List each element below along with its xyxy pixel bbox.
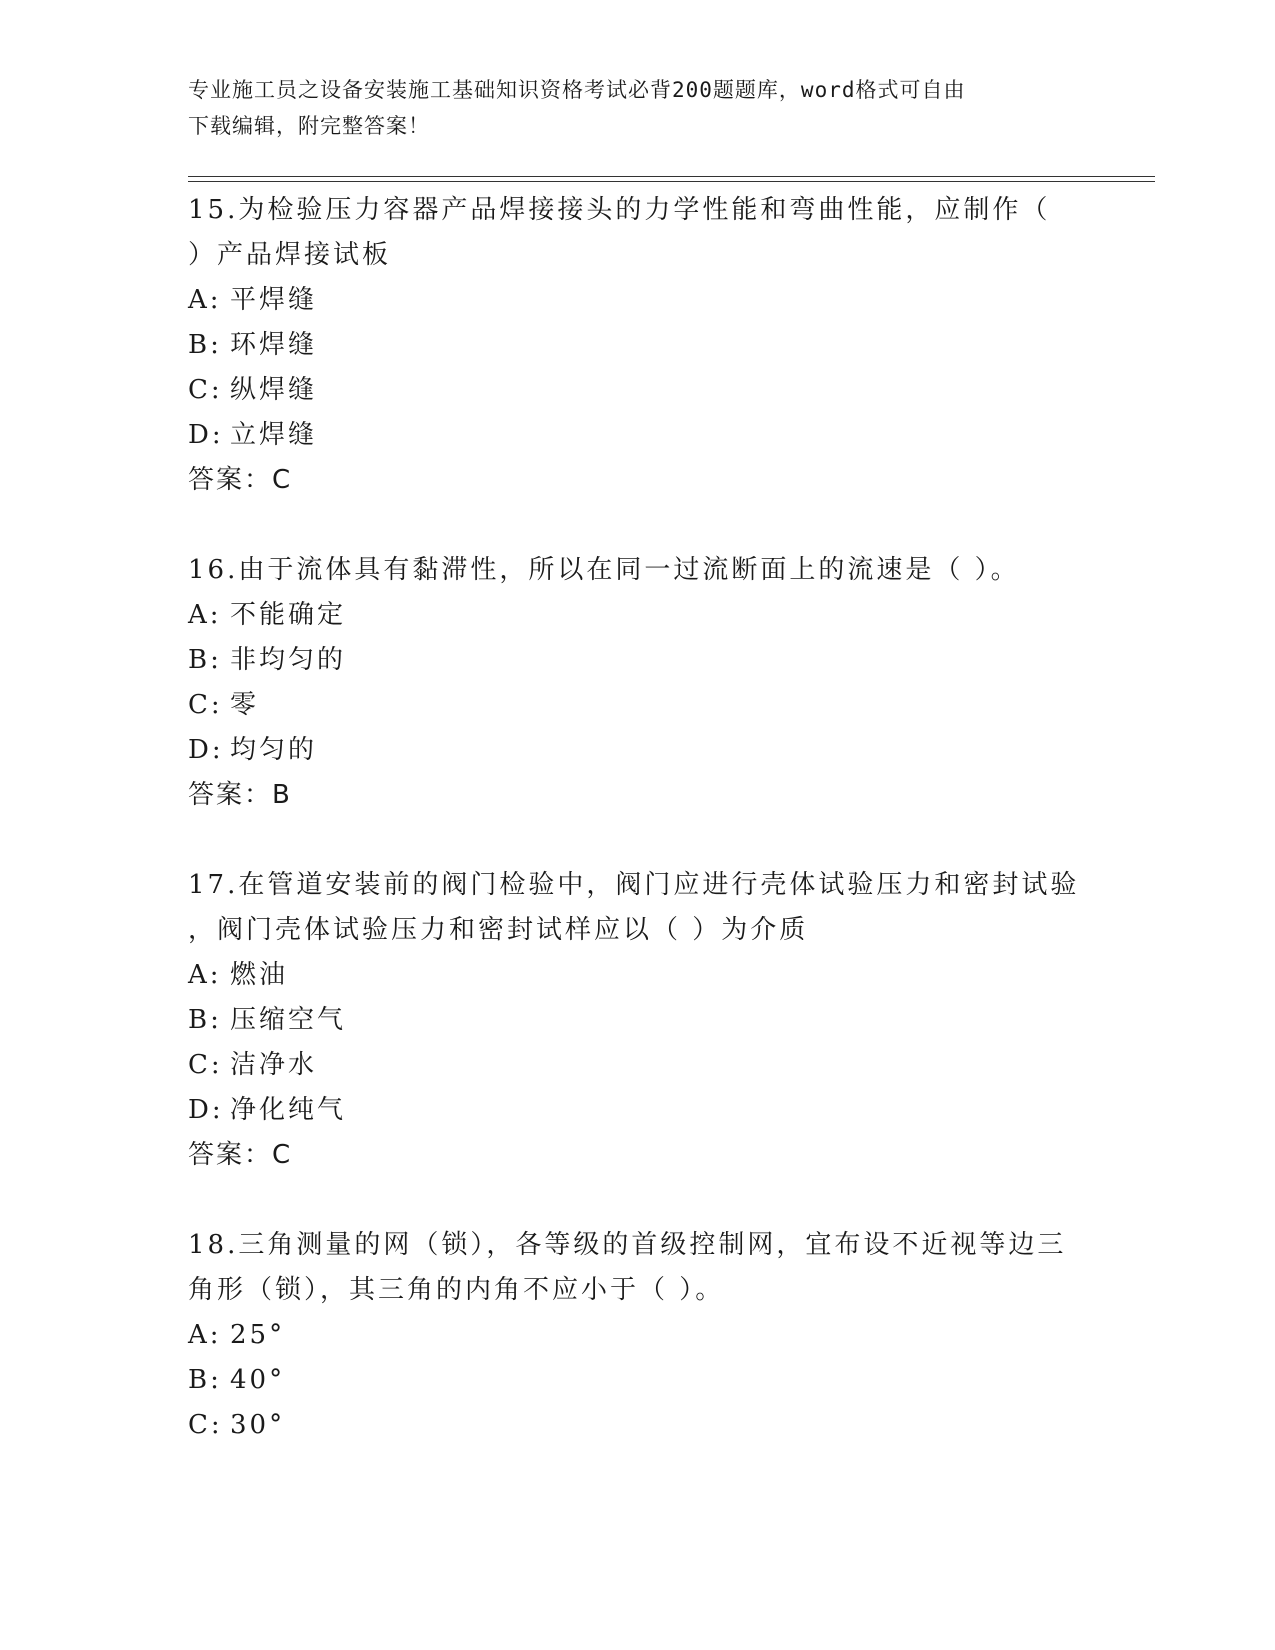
header-divider-bottom bbox=[188, 181, 1155, 182]
question-list bbox=[188, 188, 1088, 1493]
option-text: 25° bbox=[230, 1320, 286, 1350]
option-text: 平焊缝 bbox=[230, 285, 318, 315]
option-text: 纵焊缝 bbox=[230, 375, 318, 405]
option-a bbox=[188, 953, 1088, 998]
option-text: 非均匀的 bbox=[230, 645, 347, 675]
question-15 bbox=[188, 188, 1088, 503]
option-c bbox=[188, 1043, 1088, 1088]
stem-line: 16.由于流体具有黏滞性，所以在同一过流断面上的流速是（ ）。 bbox=[188, 555, 1020, 585]
option-text: 不能确定 bbox=[230, 600, 347, 630]
option-key: C: bbox=[188, 690, 223, 720]
option-key: C: bbox=[188, 1410, 223, 1440]
option-key: B: bbox=[188, 1005, 222, 1035]
option-key: D: bbox=[188, 1095, 224, 1125]
option-text: 环焊缝 bbox=[230, 330, 318, 360]
header-line-2: 下载编辑，附完整答案！ bbox=[188, 114, 430, 138]
option-d bbox=[188, 1088, 1088, 1133]
question-16 bbox=[188, 548, 1088, 818]
option-text: 净化纯气 bbox=[230, 1095, 347, 1125]
option-text: 40° bbox=[230, 1365, 286, 1395]
option-text: 零 bbox=[230, 690, 260, 720]
option-b bbox=[188, 638, 1088, 683]
document-header bbox=[188, 72, 1068, 144]
option-key: A: bbox=[188, 285, 222, 315]
question-stem bbox=[188, 548, 1088, 593]
header-line-1: 专业施工员之设备安装施工基础知识资格考试必背200题题库，word格式可自由 bbox=[188, 78, 966, 102]
option-key: D: bbox=[188, 420, 224, 450]
option-a bbox=[188, 1313, 1088, 1358]
question-stem bbox=[188, 863, 1088, 953]
answer-line: 答案：C bbox=[188, 1140, 293, 1170]
option-key: B: bbox=[188, 330, 222, 360]
stem-line: 角形（锁），其三角的内角不应小于（ ）。 bbox=[188, 1275, 725, 1305]
question-stem bbox=[188, 1223, 1088, 1313]
option-key: C: bbox=[188, 375, 223, 405]
option-key: D: bbox=[188, 735, 224, 765]
option-text: 压缩空气 bbox=[230, 1005, 347, 1035]
option-key: B: bbox=[188, 1365, 222, 1395]
option-b bbox=[188, 998, 1088, 1043]
option-text: 洁净水 bbox=[230, 1050, 318, 1080]
answer-line: 答案：B bbox=[188, 780, 292, 810]
option-text: 均匀的 bbox=[230, 735, 318, 765]
answer-line: 答案：C bbox=[188, 465, 293, 495]
stem-line: ，阀门壳体试验压力和密封试样应以（ ）为介质 bbox=[188, 915, 809, 945]
option-key: B: bbox=[188, 645, 222, 675]
stem-line: 15.为检验压力容器产品焊接接头的力学性能和弯曲性能，应制作（ bbox=[188, 195, 1051, 225]
option-b bbox=[188, 1358, 1088, 1403]
option-text: 30° bbox=[230, 1410, 286, 1440]
question-17 bbox=[188, 863, 1088, 1178]
stem-line: 17.在管道安装前的阀门检验中，阀门应进行壳体试验压力和密封试验 bbox=[188, 870, 1080, 900]
stem-line: ）产品焊接试板 bbox=[188, 240, 392, 270]
option-a bbox=[188, 278, 1088, 323]
option-key: A: bbox=[188, 1320, 222, 1350]
option-b bbox=[188, 323, 1088, 368]
option-text: 燃油 bbox=[230, 960, 289, 990]
header-divider-top bbox=[188, 176, 1155, 177]
option-c bbox=[188, 1403, 1088, 1448]
question-18 bbox=[188, 1223, 1088, 1448]
option-key: C: bbox=[188, 1050, 223, 1080]
option-a bbox=[188, 593, 1088, 638]
question-stem bbox=[188, 188, 1088, 278]
option-text: 立焊缝 bbox=[230, 420, 318, 450]
option-key: A: bbox=[188, 600, 222, 630]
option-d bbox=[188, 413, 1088, 458]
option-d bbox=[188, 728, 1088, 773]
option-key: A: bbox=[188, 960, 222, 990]
stem-line: 18.三角测量的网（锁），各等级的首级控制网，宜布设不近视等边三 bbox=[188, 1230, 1067, 1260]
option-c bbox=[188, 683, 1088, 728]
option-c bbox=[188, 368, 1088, 413]
